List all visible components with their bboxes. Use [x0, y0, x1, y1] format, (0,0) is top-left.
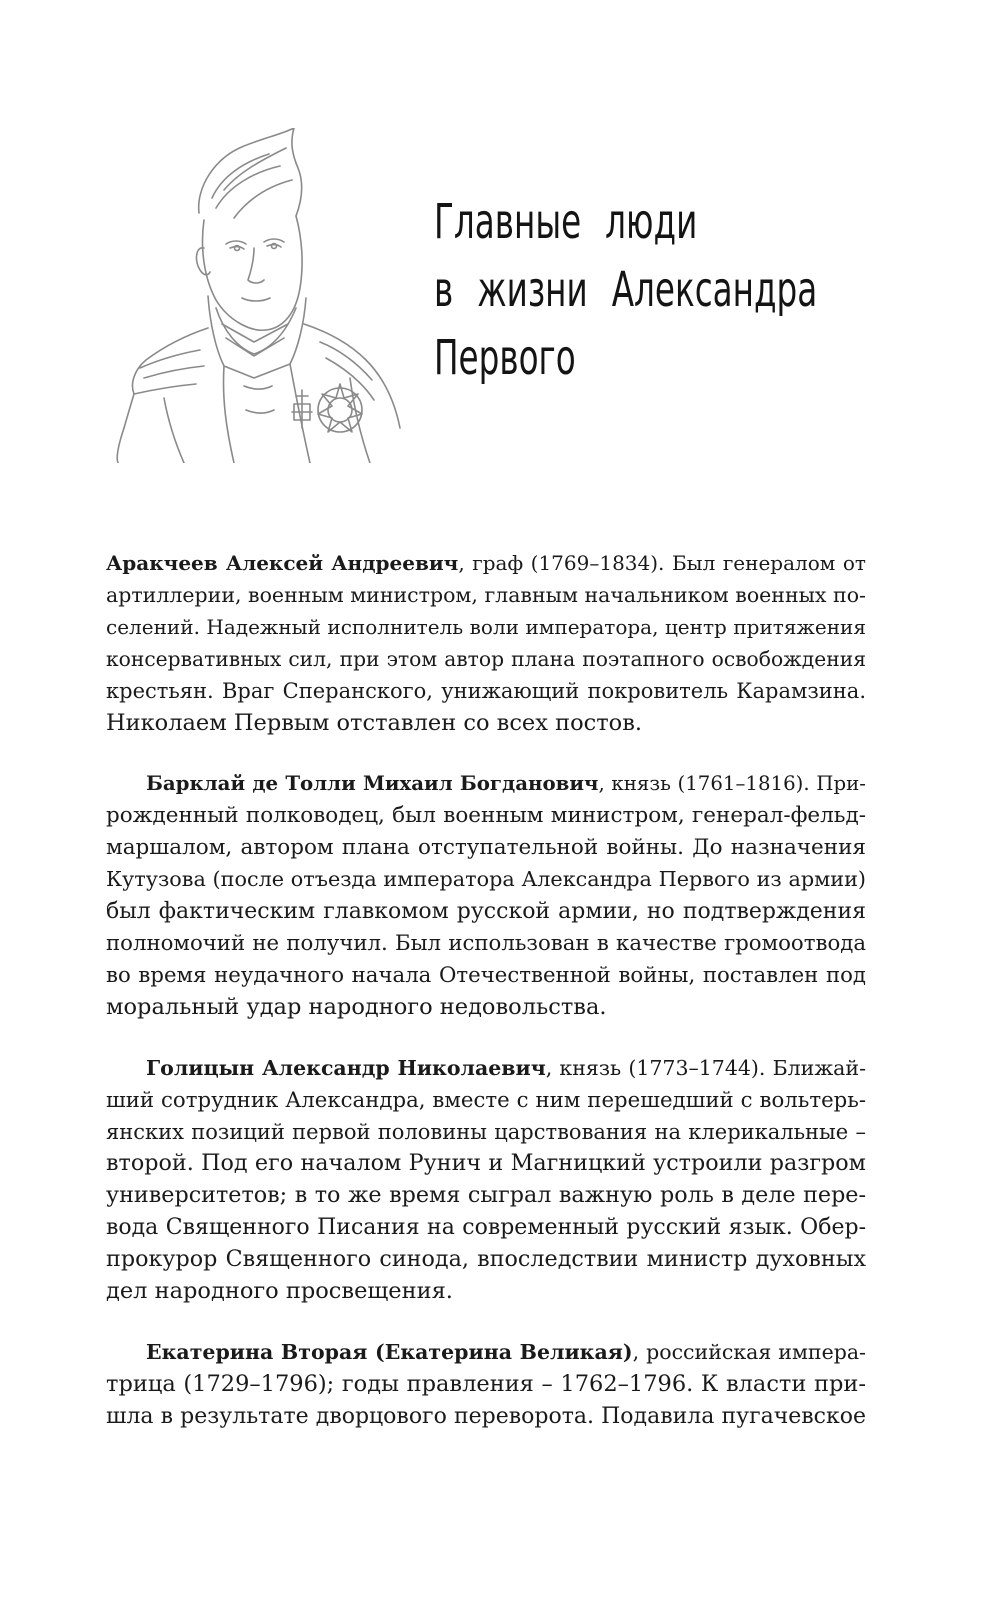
entry-ekaterina	[106, 1337, 866, 1433]
entry-line: рожденный полководец, был военным министром, генерал-фельд-	[106, 803, 866, 829]
entry-line: был фактическим главкомом русской армии, но подтверждения	[106, 899, 866, 925]
body-text	[106, 548, 866, 1462]
entry-first-line: Екатерина Вторая (Екатерина Великая), российская импера-	[146, 1339, 866, 1364]
entry-line: полномочий не получил. Был использован в качестве громоотвода	[106, 930, 866, 956]
title-line-1: Главные люди	[434, 194, 698, 250]
entry-line: янских позиций первой половины царствования на клерикальные –	[106, 1119, 866, 1144]
entry-first-line: Аракчеев Алексей Андреевич, граф (1769–1834). Был генералом от	[106, 551, 866, 575]
entry-arakcheev	[106, 548, 866, 739]
entry-line: моральный удар народного недовольства.	[106, 993, 607, 1020]
entry-line: трица (1729–1796); годы правления – 1762–1796. К власти при-	[106, 1370, 866, 1397]
entry-line: дел народного просвещения.	[106, 1278, 453, 1305]
entry-name: Барклай де Толли Михаил Богданович	[146, 771, 599, 796]
title-line-3: Первого	[434, 330, 576, 386]
entry-first-line: Голицын Александр Николаевич, князь (1773–1744). Ближай-	[146, 1055, 866, 1080]
entry-first-line: Барклай де Толли Михаил Богданович, князь (1761–1816). При-	[146, 771, 866, 796]
entry-line: Николаем Первым отставлен со всех постов.	[106, 709, 643, 736]
entry-barclay	[106, 768, 866, 1023]
entry-line: крестьян. Враг Сперанского, унижающий покровитель Карамзина.	[106, 678, 866, 703]
entry-line: университетов; в то же время сыграл важную роль в деле пере-	[106, 1182, 866, 1209]
entry-line: прокурор Священного синода, впоследствии министр духовных	[106, 1246, 866, 1273]
entry-line: артиллерии, военным министром, главным начальником военных по-	[106, 582, 866, 607]
portrait-illustration	[104, 128, 404, 463]
entry-line: Кутузова (после отъезда императора Александра Первого из армии)	[106, 867, 866, 892]
entry-line: шла в результате дворцового переворота. Подавила пугачевское	[106, 1403, 866, 1429]
page-title	[434, 188, 817, 392]
entry-name: Голицын Александр Николаевич	[146, 1055, 546, 1080]
entry-golitsyn	[106, 1053, 866, 1308]
entry-line: вода Священного Писания на современный русский язык. Обер-	[106, 1215, 866, 1241]
title-line-2: в жизни Александра	[434, 262, 818, 318]
entry-line: во время неудачного начала Отечественной войны, поставлен под	[106, 962, 866, 988]
entry-name: Екатерина Вторая (Екатерина Великая)	[146, 1339, 633, 1364]
entry-line: консервативных сил, при этом автор плана поэтапного освобождения	[106, 646, 866, 671]
entry-line: селений. Надежный исполнитель воли императора, центр притяжения	[106, 614, 866, 639]
entry-line: второй. Под его началом Рунич и Магницкий устроили разгром	[106, 1150, 866, 1177]
entry-line: ший сотрудник Александра, вместе с ним перешедший с вольтерь-	[106, 1087, 866, 1113]
entry-name: Аракчеев Алексей Андреевич	[106, 551, 459, 575]
entry-line: маршалом, автором плана отступательной войны. До назначения	[106, 835, 866, 861]
